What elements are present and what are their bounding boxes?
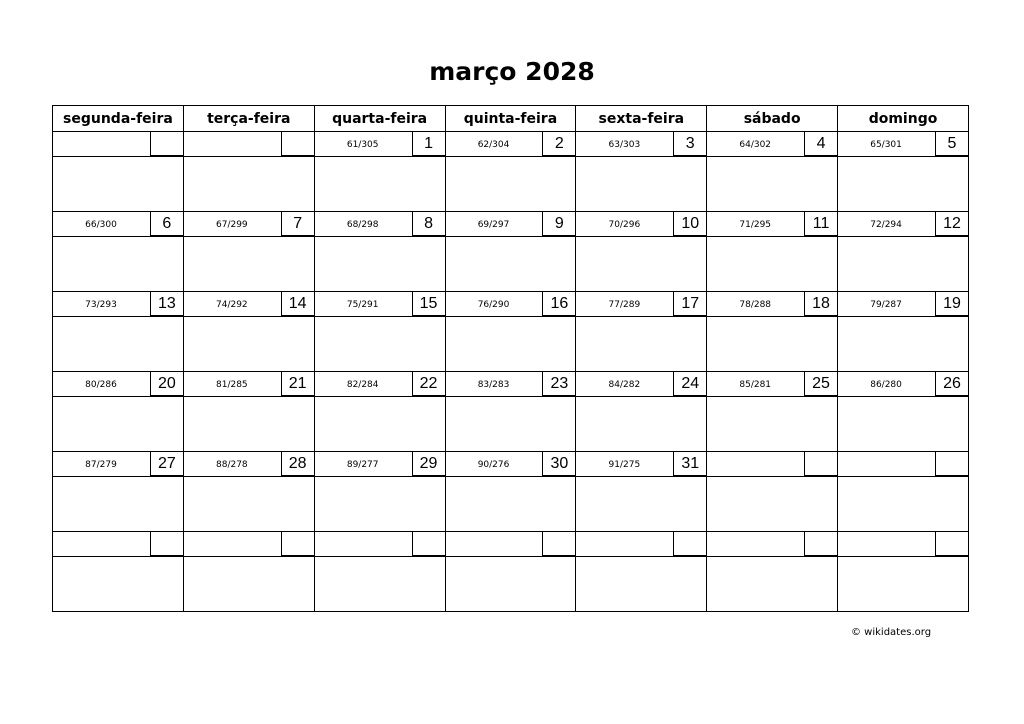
day-number-box: [935, 451, 969, 476]
week-row: [53, 452, 969, 532]
day-cell: [707, 212, 838, 292]
day-of-year-label: 84/282: [608, 380, 641, 390]
cell-divider: [53, 236, 183, 237]
day-number-box: 12: [935, 211, 969, 236]
day-of-year-label: 67/299: [216, 220, 248, 230]
day-cell: [183, 452, 314, 532]
weekday-header: quinta-feira: [445, 106, 576, 132]
day-of-year-label: 86/280: [870, 380, 902, 390]
day-cell: [445, 372, 576, 452]
cell-divider: [707, 156, 837, 157]
day-number-box: 30: [542, 451, 576, 476]
calendar-title: março 2028: [429, 57, 595, 86]
day-cell: [183, 212, 314, 292]
day-of-year-label: 77/289: [608, 300, 641, 310]
day-cell: [838, 292, 969, 372]
cell-divider: [184, 316, 314, 317]
day-cell: [314, 532, 445, 612]
cell-divider: [446, 476, 576, 477]
day-cell: [838, 212, 969, 292]
day-number-box: 10: [673, 211, 707, 236]
day-of-year-label: 89/277: [346, 460, 379, 470]
day-number-box: 28: [281, 451, 315, 476]
day-number-box: 6: [150, 211, 184, 236]
day-cell: [53, 212, 184, 292]
day-of-year-label: 83/283: [477, 380, 510, 390]
day-of-year-label: 65/301: [870, 140, 902, 150]
cell-divider: [446, 236, 576, 237]
week-row: [53, 132, 969, 212]
day-number-box: 25: [804, 371, 838, 396]
day-cell: [445, 292, 576, 372]
day-cell: [445, 452, 576, 532]
day-number-box: 11: [804, 211, 838, 236]
day-cell: [314, 452, 445, 532]
day-cell: [576, 212, 707, 292]
day-cell: [183, 532, 314, 612]
week-row: [53, 212, 969, 292]
week-row: [53, 372, 969, 452]
weekday-header: segunda-feira: [53, 106, 184, 132]
day-cell: [53, 372, 184, 452]
day-number-box: [804, 451, 838, 476]
day-number-box: 2: [542, 131, 576, 156]
cell-divider: [576, 476, 706, 477]
day-cell: [53, 292, 184, 372]
cell-divider: [184, 396, 314, 397]
day-cell: [445, 212, 576, 292]
day-cell: [53, 452, 184, 532]
cell-divider: [838, 396, 968, 397]
day-number-box: 15: [412, 291, 446, 316]
day-of-year-label: 61/305: [346, 140, 379, 150]
day-cell: [707, 532, 838, 612]
day-number-box: 22: [412, 371, 446, 396]
week-row: [53, 292, 969, 372]
calendar-body: [53, 132, 969, 612]
day-cell: [314, 132, 445, 212]
day-cell: [838, 372, 969, 452]
weekday-header: sexta-feira: [576, 106, 707, 132]
cell-divider: [707, 476, 837, 477]
day-cell: [53, 132, 184, 212]
day-number-box: 19: [935, 291, 969, 316]
day-of-year-label: 76/290: [477, 300, 510, 310]
day-of-year-label: 91/275: [608, 460, 641, 470]
weekday-header: terça-feira: [183, 106, 314, 132]
cell-divider: [446, 556, 576, 557]
day-of-year-label: 64/302: [739, 140, 772, 150]
cell-divider: [446, 396, 576, 397]
cell-divider: [707, 396, 837, 397]
day-number-box: [935, 531, 969, 556]
cell-divider: [838, 316, 968, 317]
day-number-box: 27: [150, 451, 184, 476]
day-number-box: 23: [542, 371, 576, 396]
weekday-header: domingo: [838, 106, 969, 132]
cell-divider: [838, 236, 968, 237]
day-cell: [445, 532, 576, 612]
cell-divider: [576, 156, 706, 157]
week-row: [53, 532, 969, 612]
day-cell: [183, 372, 314, 452]
day-cell: [707, 132, 838, 212]
day-number-box: [150, 131, 184, 156]
cell-divider: [53, 556, 183, 557]
day-of-year-label: 71/295: [739, 220, 772, 230]
cell-divider: [838, 556, 968, 557]
day-of-year-label: 87/279: [85, 460, 117, 470]
cell-divider: [576, 236, 706, 237]
day-number-box: 9: [542, 211, 576, 236]
day-number-box: 29: [412, 451, 446, 476]
day-cell: [576, 532, 707, 612]
day-of-year-label: 74/292: [216, 300, 248, 310]
cell-divider: [838, 156, 968, 157]
calendar-grid: [52, 105, 969, 612]
day-number-box: 13: [150, 291, 184, 316]
day-number-box: 24: [673, 371, 707, 396]
cell-divider: [446, 316, 576, 317]
cell-divider: [53, 396, 183, 397]
weekday-header: quarta-feira: [314, 106, 445, 132]
cell-divider: [184, 236, 314, 237]
cell-divider: [446, 156, 576, 157]
day-of-year-label: 68/298: [346, 220, 379, 230]
cell-divider: [838, 476, 968, 477]
cell-divider: [184, 556, 314, 557]
day-cell: [838, 452, 969, 532]
day-number-box: [542, 531, 576, 556]
day-number-box: [804, 531, 838, 556]
cell-divider: [315, 556, 445, 557]
day-number-box: [673, 531, 707, 556]
cell-divider: [184, 476, 314, 477]
day-of-year-label: 81/285: [216, 380, 248, 390]
day-of-year-label: 62/304: [477, 140, 510, 150]
day-of-year-label: 66/300: [85, 220, 117, 230]
day-number-box: 8: [412, 211, 446, 236]
day-of-year-label: 80/286: [85, 380, 117, 390]
day-cell: [314, 292, 445, 372]
cell-divider: [576, 556, 706, 557]
day-number-box: [412, 531, 446, 556]
day-number-box: 21: [281, 371, 315, 396]
cell-divider: [53, 476, 183, 477]
cell-divider: [707, 236, 837, 237]
cell-divider: [315, 236, 445, 237]
day-number-box: 26: [935, 371, 969, 396]
day-number-box: 31: [673, 451, 707, 476]
day-of-year-label: 82/284: [346, 380, 379, 390]
day-cell: [707, 372, 838, 452]
day-of-year-label: 72/294: [870, 220, 902, 230]
day-of-year-label: 69/297: [477, 220, 510, 230]
day-number-box: 16: [542, 291, 576, 316]
cell-divider: [315, 396, 445, 397]
cell-divider: [315, 156, 445, 157]
cell-divider: [707, 316, 837, 317]
day-cell: [707, 452, 838, 532]
day-cell: [576, 132, 707, 212]
cell-divider: [315, 476, 445, 477]
day-number-box: 14: [281, 291, 315, 316]
day-of-year-label: 90/276: [477, 460, 510, 470]
day-number-box: 5: [935, 131, 969, 156]
day-of-year-label: 78/288: [739, 300, 772, 310]
day-number-box: 4: [804, 131, 838, 156]
day-of-year-label: 75/291: [346, 300, 379, 310]
day-number-box: 1: [412, 131, 446, 156]
day-cell: [576, 452, 707, 532]
day-of-year-label: 85/281: [739, 380, 772, 390]
day-cell: [314, 372, 445, 452]
day-cell: [838, 132, 969, 212]
day-cell: [707, 292, 838, 372]
day-number-box: 3: [673, 131, 707, 156]
cell-divider: [184, 156, 314, 157]
day-cell: [838, 532, 969, 612]
weekday-header: sábado: [707, 106, 838, 132]
day-of-year-label: 88/278: [216, 460, 248, 470]
day-cell: [445, 132, 576, 212]
day-number-box: [281, 531, 315, 556]
cell-divider: [315, 316, 445, 317]
day-cell: [53, 532, 184, 612]
day-of-year-label: 70/296: [608, 220, 641, 230]
weekday-header-row: [53, 106, 969, 132]
day-of-year-label: 63/303: [608, 140, 641, 150]
day-of-year-label: 73/293: [85, 300, 117, 310]
day-number-box: 20: [150, 371, 184, 396]
cell-divider: [53, 156, 183, 157]
day-number-box: 17: [673, 291, 707, 316]
cell-divider: [576, 396, 706, 397]
day-number-box: [281, 131, 315, 156]
cell-divider: [576, 316, 706, 317]
day-cell: [314, 212, 445, 292]
day-of-year-label: 79/287: [870, 300, 902, 310]
copyright-text: © wikidates.org: [851, 627, 932, 638]
day-number-box: 18: [804, 291, 838, 316]
day-cell: [183, 132, 314, 212]
day-number-box: [150, 531, 184, 556]
day-cell: [576, 372, 707, 452]
day-number-box: 7: [281, 211, 315, 236]
cell-divider: [53, 316, 183, 317]
day-cell: [183, 292, 314, 372]
day-cell: [576, 292, 707, 372]
cell-divider: [707, 556, 837, 557]
